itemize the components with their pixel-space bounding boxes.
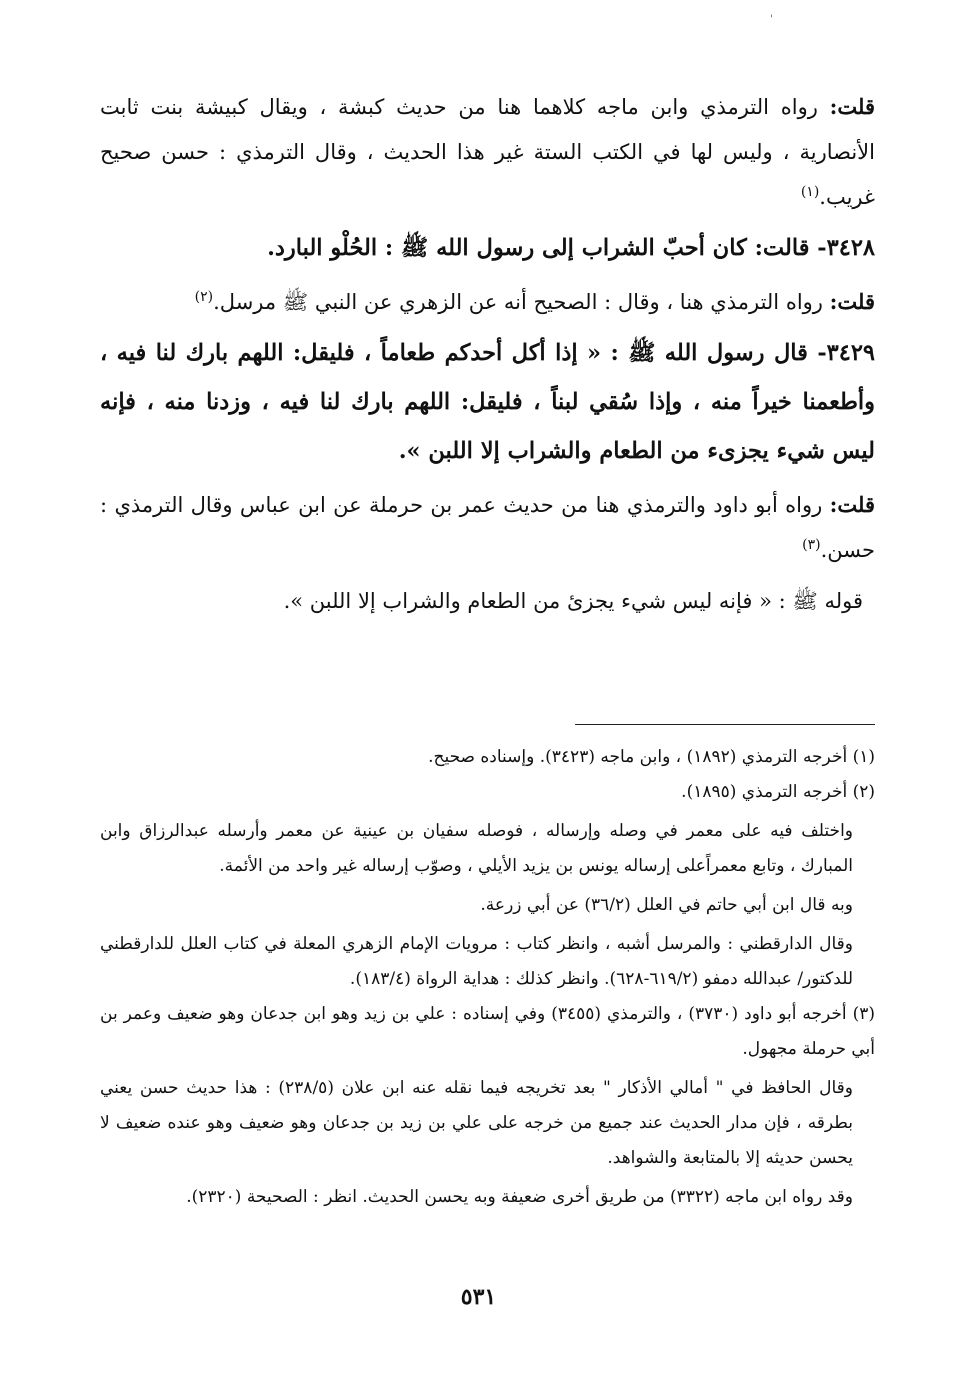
footnote-ref[interactable]: (١)	[800, 184, 820, 200]
paragraph-lead: قلت:	[829, 94, 875, 119]
footnote-item: (١) أخرجه الترمذي (١٨٩٢) ، وابن ماجه (٣٤٢٣). وإسناده صحيح.	[428, 747, 875, 767]
hadith-text: ٣٤٢٩- قال رسول الله ﷺ : « إذا أكل أحدكم طعاماً ، فليقل: اللهم بارك لنا فيه ، وأطعمنا خيراً منه ، وإذا سُقي لبناً ، فليقل: اللهم بارك لنا فيه ، وزدنا منه ، فإنه ليس شيء يجزىء من الطعام والشراب إلا اللبن ».	[100, 340, 875, 464]
quote-paragraph: قوله ﷺ : « فإنه ليس شيء يجزئ من الطعام والشراب إلا اللبن ».	[283, 589, 863, 613]
footnote-item: واختلف فيه على معمر في وصله وإرساله ، فوصله سفيان بن عينية عن معمر وأرسله عبدالرزاق وابن المبارك ، وتابع معمراًعلى إرساله يونس بن يزيد الأيلي ، وصوّب إرساله غير واحد من الأئمة.	[100, 821, 853, 876]
paragraph-text: رواه الترمذي هنا ، وقال : الصحيح أنه عن الزهري عن النبي ﷺ مرسل.	[213, 290, 830, 314]
footnote-ref[interactable]: (٢)	[194, 289, 214, 305]
paragraph-text: رواه الترمذي وابن ماجه كلاهما هنا من حديث كبشة ، ويقال كبيشة بنت ثابت الأنصارية ، وليس لها في الكتب الستة غير هذا الحديث ، وقال الترمذي : حسن صحيح غريب.	[100, 95, 875, 209]
commentary-paragraph	[100, 279, 875, 325]
footnote-item: (٣) أخرجه أبو داود (٣٧٣٠) ، والترمذي (٣٤٥٥) وفي إسناده : علي بن زيد وهو ابن جدعان وهو ضعيف وعمر بن أبي حرملة مجهول.	[100, 1004, 875, 1059]
commentary-paragraph	[100, 482, 875, 573]
main-text	[100, 84, 875, 624]
footnote-item: وقال الحافظ في " أمالي الأذكار " بعد تخريجه فيما نقله عنه ابن علان (٢٣٨/٥) : هذا حديث حسن يعني بطرقه ، فإن مدار الحديث عند جميع من خرجه على علي بن زيد بن جدعان وهو ضعيف وهو عنده ضعيف لا يحسن حديثه إلا بالمتابعة والشواهد.	[100, 1078, 853, 1168]
footnote-item: (٢) أخرجه الترمذي (١٨٩٥).	[681, 782, 875, 802]
page-number: ٥٣١	[460, 1284, 497, 1310]
footnote-item: وقال الدارقطني : والمرسل أشبه ، وانظر كتاب : مرويات الإمام الزهري المعلة في كتاب العلل للدارقطني للدكتور/ عبدالله دمفو (٦١٩/٢-٦٢٨). وانظر كذلك : هداية الرواة (١٨٣/٤).	[100, 934, 853, 989]
footnotes	[100, 740, 875, 1215]
footnote-item: وقد رواه ابن ماجه (٣٣٢٢) من طريق أخرى ضعيفة وبه يحسن الحديث. انظر : الصحيحة (٢٣٢٠).	[186, 1187, 853, 1207]
paragraph-lead: قلت:	[829, 289, 875, 314]
footnote-divider	[575, 724, 875, 725]
commentary-paragraph	[100, 84, 875, 220]
footnote-item: وبه قال ابن أبي حاتم في العلل (٣٦/٢) عن أبي زرعة.	[480, 895, 853, 915]
footnote-ref[interactable]: (٣)	[802, 537, 821, 553]
top-mark: '	[770, 14, 773, 25]
hadith-text: ٣٤٢٨- قالت: كان أحبّ الشراب إلى رسول الله ﷺ : الحُلْو البارد.	[267, 235, 875, 261]
paragraph-text: رواه أبو داود والترمذي هنا من حديث عمر بن حرملة عن ابن عباس وقال الترمذي : حسن.	[100, 493, 875, 562]
paragraph-lead: قلت:	[829, 492, 875, 517]
